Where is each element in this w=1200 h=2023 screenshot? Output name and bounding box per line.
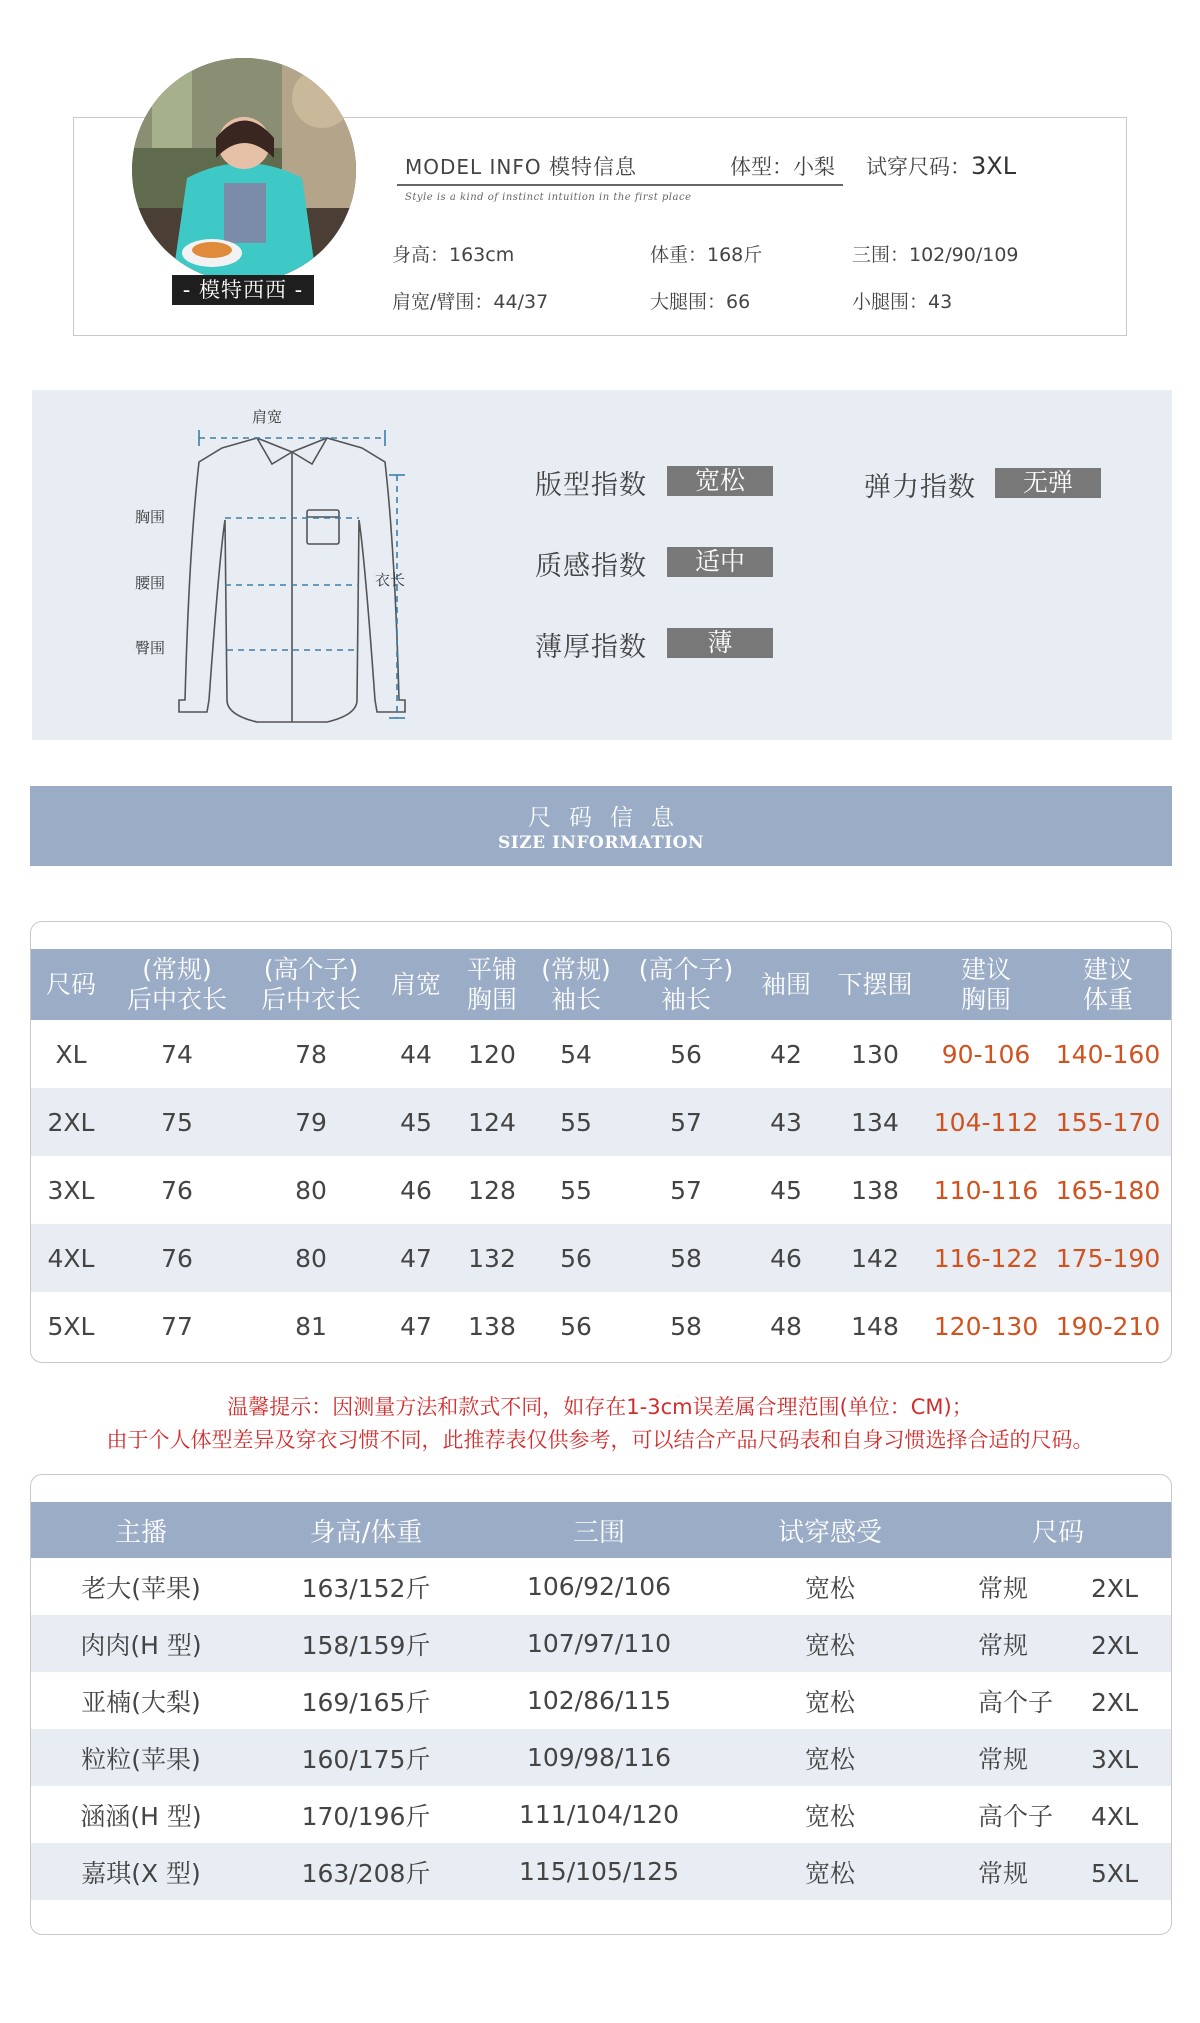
anchor-header-cell: 主播 [31, 1502, 251, 1558]
anchor-fit-type: 常规 [978, 1573, 1029, 1603]
anchor-table-row [31, 1558, 1172, 1615]
size-header-text: 尺码 [45, 969, 96, 999]
size-value-cell: 54 [560, 1039, 592, 1069]
size-header-text: 袖长 [550, 984, 601, 1014]
anchor-size-value: 2XL [1091, 1573, 1138, 1603]
size-header-text: 袖围 [760, 969, 811, 999]
anchor-size-cell [943, 1615, 1172, 1672]
size-label-cell: 3XL [47, 1175, 95, 1205]
anchor-trial-card [30, 1474, 1172, 1935]
size-value-cell: 44 [400, 1039, 432, 1069]
size-table-card [30, 921, 1172, 1363]
size-value-cell: 155-170 [1043, 1088, 1172, 1156]
size-table-row [31, 1292, 1172, 1360]
trial-size-label: 试穿尺码： [866, 155, 971, 179]
anchor-size-value: 2XL [1091, 1630, 1138, 1660]
size-value-cell: 79 [243, 1088, 379, 1156]
size-header-cell [379, 949, 453, 1020]
model-info-title-en: MODEL INFO [405, 155, 542, 179]
anchor-feel-cell: 宽松 [804, 1801, 855, 1831]
size-value-cell: 190-210 [1055, 1311, 1161, 1341]
size-value-cell: 75 [111, 1088, 243, 1156]
elastic-index-label: 弹力指数 [864, 472, 976, 503]
size-header-cell [751, 949, 821, 1020]
tip-note-line2: 由于个人体型差异及穿衣习惯不同，此推荐表仅供参考，可以结合产品尺码表和自身习惯选择合适的尺码。 [106, 1428, 1094, 1452]
anchor-header-cell: 三围 [481, 1502, 717, 1558]
banner-title-en: SIZE INFORMATION [497, 833, 705, 853]
size-value-cell: 77 [161, 1311, 193, 1341]
anchor-feel-cell: 宽松 [717, 1843, 943, 1900]
anchor-table-header [31, 1502, 1172, 1558]
anchor-size-value: 4XL [1091, 1801, 1138, 1831]
anchor-table-row [31, 1843, 1172, 1900]
size-value-cell: 58 [670, 1311, 702, 1341]
banner-title-cn: 尺码信息 [528, 805, 692, 831]
anchor-bust-cell: 111/104/120 [519, 1800, 679, 1829]
size-table-row [31, 1224, 1172, 1292]
size-table-row [31, 1156, 1172, 1224]
model-avatar [132, 58, 356, 282]
anchor-hw-cell: 163/152斤 [301, 1573, 431, 1603]
anchor-size-cell [943, 1729, 1172, 1786]
size-value-cell: 130 [851, 1039, 899, 1069]
model-calf: 小腿围：43 [852, 291, 953, 313]
size-header-text: (高个子) [638, 954, 734, 984]
size-header-cell [531, 949, 621, 1020]
size-value-cell: 120 [468, 1039, 516, 1069]
size-value-cell: 56 [670, 1039, 702, 1069]
size-header-text: 胸围 [466, 984, 517, 1014]
size-value-cell: 56 [560, 1311, 592, 1341]
size-value-cell: 76 [161, 1175, 193, 1205]
size-header-text: 袖长 [660, 984, 711, 1014]
model-info-divider [397, 184, 843, 186]
size-header-cell [111, 949, 243, 1020]
size-value-cell: 43 [751, 1088, 821, 1156]
anchor-header-cell: 尺码 [943, 1502, 1172, 1558]
size-label-cell: 5XL [47, 1311, 95, 1341]
anchor-size-value: 3XL [1091, 1744, 1138, 1774]
anchor-size-cell [943, 1786, 1172, 1843]
body-type-label: 体型： [730, 155, 793, 179]
anchor-header-cell: 身高/体重 [251, 1502, 481, 1558]
size-value-cell: 48 [770, 1311, 802, 1341]
size-value-cell: 74 [161, 1039, 193, 1069]
anchor-feel-cell: 宽松 [804, 1573, 855, 1603]
size-header-cell [243, 949, 379, 1020]
anchor-name-cell: 涵涵(H 型) [80, 1801, 202, 1831]
size-table-header [31, 949, 1172, 1020]
thickness-index-label: 薄厚指数 [535, 632, 647, 663]
size-header-text: 胸围 [960, 984, 1011, 1014]
size-value-cell: 140-160 [1055, 1039, 1161, 1069]
anchor-fit-type: 常规 [978, 1858, 1029, 1888]
size-table [31, 949, 1172, 1360]
anchor-table-row [31, 1786, 1172, 1843]
anchor-name-cell: 老大(苹果) [81, 1573, 201, 1603]
diagram-chest-label: 胸围 [135, 508, 166, 526]
size-header-text: 后中衣长 [126, 984, 227, 1014]
model-measurements: 三围：102/90/109 [852, 244, 1019, 266]
diagram-shoulder-label: 肩宽 [252, 408, 283, 426]
size-value-cell: 138 [468, 1311, 516, 1341]
size-label-cell: 4XL [31, 1224, 111, 1292]
model-info-title [405, 151, 637, 181]
fit-index-value: 宽松 [667, 466, 773, 496]
size-label-cell: 2XL [31, 1088, 111, 1156]
anchor-bust-cell: 106/92/106 [526, 1572, 672, 1601]
size-value-cell: 45 [379, 1088, 453, 1156]
tip-note-line1: 温馨提示：因测量方法和款式不同，如存在1-3cm误差属合理范围(单位：CM)； [227, 1395, 973, 1419]
size-table-row [31, 1020, 1172, 1088]
size-header-text: 下摆围 [837, 969, 913, 999]
anchor-name-cell: 粒粒(苹果) [31, 1729, 251, 1786]
size-header-text: 建议 [960, 954, 1011, 984]
size-header-cell [821, 949, 929, 1020]
texture-index-label: 质感指数 [535, 551, 647, 582]
anchor-bust-cell: 107/97/110 [481, 1615, 717, 1672]
size-header-text: 建议 [1082, 954, 1133, 984]
size-value-cell: 132 [453, 1224, 531, 1292]
anchor-feel-cell: 宽松 [804, 1687, 855, 1717]
size-value-cell: 55 [531, 1088, 621, 1156]
anchor-fit-type: 高个子 [978, 1687, 1054, 1717]
anchor-table-row [31, 1729, 1172, 1786]
anchor-size-cell [943, 1843, 1172, 1900]
size-value-cell: 134 [821, 1088, 929, 1156]
anchor-size-value: 2XL [1091, 1687, 1138, 1717]
size-value-cell: 58 [621, 1224, 751, 1292]
size-value-cell: 78 [295, 1039, 327, 1069]
anchor-fit-type: 常规 [978, 1630, 1029, 1660]
size-value-cell: 57 [670, 1175, 702, 1205]
anchor-name-cell: 肉肉(H 型) [31, 1615, 251, 1672]
anchor-hw-cell: 160/175斤 [251, 1729, 481, 1786]
size-value-cell: 45 [770, 1175, 802, 1205]
anchor-table-row [31, 1615, 1172, 1672]
elastic-index-value: 无弹 [995, 468, 1101, 498]
thickness-index-value: 薄 [667, 628, 773, 658]
anchor-bust-cell: 102/86/115 [526, 1686, 672, 1715]
model-height: 身高：163cm [392, 244, 515, 266]
size-header-cell [1043, 949, 1172, 1020]
anchor-hw-cell: 158/159斤 [251, 1615, 481, 1672]
diagram-waist-label: 腰围 [135, 574, 166, 592]
model-info-title-cn: 模特信息 [549, 155, 637, 179]
size-value-cell: 148 [851, 1311, 899, 1341]
fit-index-label: 版型指数 [535, 470, 647, 501]
anchor-size-value: 5XL [1091, 1858, 1138, 1888]
size-value-cell: 42 [770, 1039, 802, 1069]
diagram-length-label: 衣长 [375, 571, 406, 589]
anchor-feel-cell: 宽松 [717, 1615, 943, 1672]
size-value-cell: 57 [621, 1088, 751, 1156]
size-value-cell: 175-190 [1043, 1224, 1172, 1292]
size-value-cell: 124 [453, 1088, 531, 1156]
size-value-cell: 104-112 [929, 1088, 1043, 1156]
size-value-cell: 80 [243, 1224, 379, 1292]
anchor-hw-cell: 170/196斤 [301, 1801, 431, 1831]
model-name-tag: - 模特西西 - [172, 275, 314, 305]
size-value-cell: 120-130 [933, 1311, 1039, 1341]
shirt-diagram [127, 400, 457, 730]
model-trial-size [866, 151, 1016, 181]
anchor-bust-cell: 115/105/125 [481, 1843, 717, 1900]
anchor-table-row [31, 1672, 1172, 1729]
anchor-hw-cell: 163/208斤 [251, 1843, 481, 1900]
size-value-cell: 165-180 [1055, 1175, 1161, 1205]
size-value-cell: 138 [851, 1175, 899, 1205]
size-table-row [31, 1088, 1172, 1156]
anchor-hw-cell: 169/165斤 [301, 1687, 431, 1717]
anchor-size-cell [943, 1558, 1172, 1615]
size-value-cell: 128 [468, 1175, 516, 1205]
model-body-type [730, 151, 835, 181]
size-label-cell: XL [55, 1039, 87, 1069]
size-value-cell: 142 [821, 1224, 929, 1292]
size-value-cell: 46 [400, 1175, 432, 1205]
size-value-cell: 47 [400, 1311, 432, 1341]
texture-index-value: 适中 [667, 547, 773, 577]
anchor-bust-cell: 109/98/116 [481, 1729, 717, 1786]
size-value-cell: 56 [531, 1224, 621, 1292]
anchor-size-cell [943, 1672, 1172, 1729]
size-value-cell: 76 [111, 1224, 243, 1292]
anchor-name-cell: 嘉琪(X 型) [31, 1843, 251, 1900]
model-weight: 体重：168斤 [650, 244, 763, 266]
size-value-cell: 110-116 [933, 1175, 1039, 1205]
size-value-cell: 46 [751, 1224, 821, 1292]
model-shoulder-arm: 肩宽/臂围：44/37 [392, 291, 549, 313]
trial-size-value: 3XL [971, 152, 1017, 180]
size-header-text: (常规) [541, 954, 611, 984]
anchor-trial-table [31, 1502, 1172, 1900]
size-value-cell: 80 [295, 1175, 327, 1205]
anchor-header-cell: 试穿感受 [717, 1502, 943, 1558]
size-value-cell: 116-122 [929, 1224, 1043, 1292]
size-value-cell: 55 [560, 1175, 592, 1205]
fit-index-panel [32, 390, 1172, 740]
size-header-cell [453, 949, 531, 1020]
size-header-text: (常规) [142, 954, 212, 984]
size-header-text: 平铺 [466, 954, 517, 984]
size-header-cell [929, 949, 1043, 1020]
anchor-name-cell: 亚楠(大梨) [81, 1687, 201, 1717]
size-header-text: 体重 [1082, 984, 1133, 1014]
anchor-feel-cell: 宽松 [717, 1729, 943, 1786]
size-header-cell [621, 949, 751, 1020]
model-thigh: 大腿围：66 [650, 291, 751, 313]
size-header-text: 肩宽 [390, 969, 441, 999]
body-type-value: 小梨 [793, 155, 835, 179]
anchor-fit-type: 常规 [978, 1744, 1029, 1774]
size-value-cell: 81 [295, 1311, 327, 1341]
size-value-cell: 47 [379, 1224, 453, 1292]
size-header-text: 后中衣长 [260, 984, 361, 1014]
size-info-banner [30, 786, 1172, 866]
diagram-hip-label: 臀围 [135, 639, 166, 657]
model-slogan: Style is a kind of instinct intuition in the first place [405, 192, 692, 203]
anchor-fit-type: 高个子 [978, 1801, 1054, 1831]
size-header-cell [31, 949, 111, 1020]
size-header-text: (高个子) [263, 954, 359, 984]
size-value-cell: 90-106 [941, 1039, 1031, 1069]
